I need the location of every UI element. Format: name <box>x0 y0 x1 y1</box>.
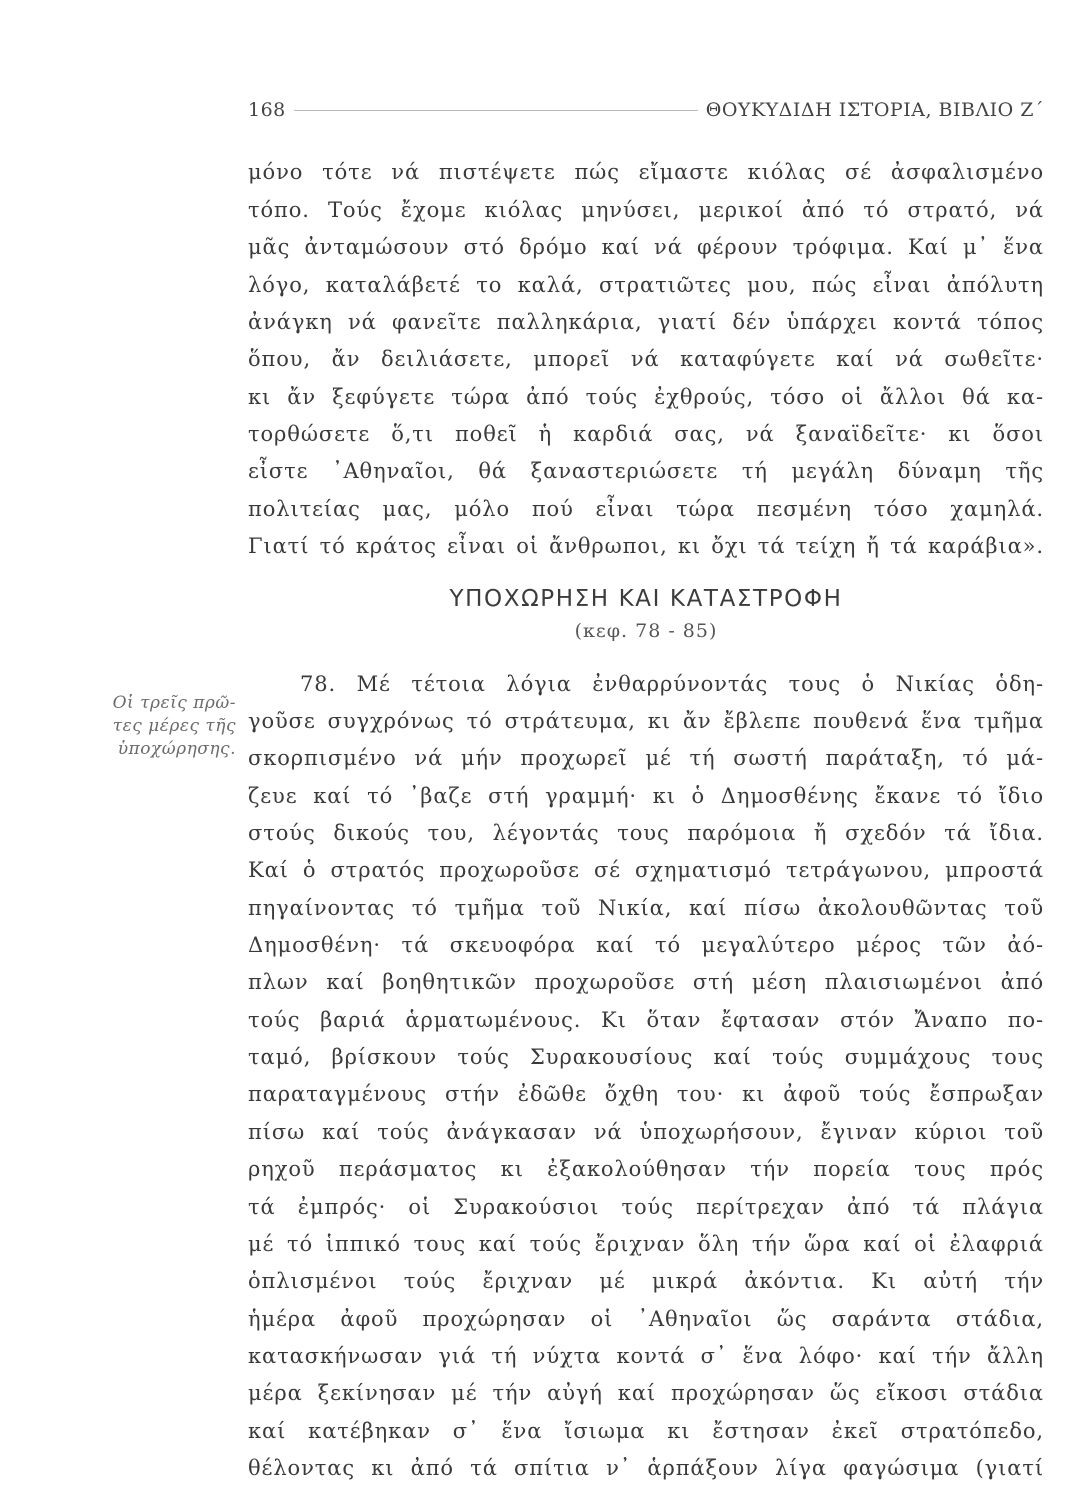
text-line: τά ἐμπρός· οἱ Συρακούσιοι τούς περίτρεχαν ἀπό τά πλάγια <box>248 1195 1044 1219</box>
text-line: μᾶς ἀνταμώσουν στό δρόμο καί νά φέρουν τρόφιμα. Καί μ᾽ ἕνα <box>248 235 1044 259</box>
text-line: πολιτείας μας, μόλο πού εἶναι τώρα πεσμένη τόσο χαμηλά. <box>248 497 1044 521</box>
text-line: πηγαίνοντας τό τμῆμα τοῦ Νικία, καί πίσω ἀκολουθῶντας τοῦ <box>248 896 1044 920</box>
text-line: σκορπισμένο νά μήν προχωρεῖ μέ τή σωστή παράταξη, τό μά- <box>248 746 1044 770</box>
margin-note-line: ὑποχώρησης. <box>117 739 236 759</box>
margin-note-line: τες μέρες τῆς <box>112 716 236 736</box>
text-line: μόνο τότε νά πιστέψετε πώς εἴμαστε κιόλας σέ ἀσφαλισμένο <box>248 160 1044 184</box>
text-line: κι ἄν ξεφύγετε τώρα ἀπό τούς ἐχθρούς, τόσο οἱ ἄλλοι θά κα- <box>248 385 1044 409</box>
text-line: παραταγμένους στήν ἐδῶθε ὄχθη του· κι ἀφοῦ τούς ἔσπρωξαν <box>248 1082 1044 1106</box>
margin-note <box>56 692 236 761</box>
text-line: Δημοσθένη· τά σκευοφόρα καί τό μεγαλύτερο μέρος τῶν ἀό- <box>248 933 1044 957</box>
text-line: στούς δικούς του, λέγοντάς τους παρόμοια ἤ σχεδόν τά ἴδια. <box>248 821 1044 845</box>
text-line: τορθώσετε ὅ,τι ποθεῖ ἡ καρδιά σας, νά ξαναϊδεῖτε· κι ὅσοι <box>248 422 1044 446</box>
text-line: εἶστε ᾿Αθηναῖοι, θά ξαναστεριώσετε τή μεγάλη δύναμη τῆς <box>248 459 1044 483</box>
text-line: ἡμέρα ἀφοῦ προχώρησαν οἱ ᾿Αθηναῖοι ὥς σαράντα στάδια, <box>248 1307 1044 1331</box>
section-subtitle: (κεφ. 78 - 85) <box>574 620 718 642</box>
text-line: ἀνάγκη νά φανεῖτε παλληκάρια, γιατί δέν ὑπάρχει κοντά τόπος <box>248 310 1044 334</box>
text-line: ρηχοῦ περάσματος κι ἐξακολούθησαν τήν πορεία τους πρός <box>248 1157 1044 1181</box>
text-line: κατασκήνωσαν γιά τή νύχτα κοντά σ᾽ ἕνα λόφο· καί τήν ἄλλη <box>248 1344 1044 1368</box>
section-title: ΥΠΟΧΩΡΗΣΗ ΚΑΙ ΚΑΤΑΣΤΡΟΦΗ <box>449 586 843 612</box>
text-line: Γιατί τό κράτος εἶναι οἱ ἄνθρωποι, κι ὄχι τά τείχη ἤ τά καράβια». <box>248 534 1044 558</box>
text-line: ταμό, βρίσκουν τούς Συρακουσίους καί τούς συμμάχους τους <box>248 1045 1044 1069</box>
text-line: μέ τό ἱππικό τους καί τούς ἔριχναν ὅλη τήν ὥρα καί οἱ ἐλαφριά <box>248 1232 1044 1256</box>
text-line: ὁπλισμένοι τούς ἔριχναν μέ μικρά ἀκόντια. Κι αὐτή τήν <box>248 1269 1044 1293</box>
text-line: ζευε καί τό ᾿βαζε στή γραμμή· κι ὁ Δημοσθένης ἔκανε τό ἴδιο <box>248 784 1044 808</box>
text-line: λόγο, καταλάβετέ το καλά, στρατιῶτες μου, πώς εἶναι ἀπόλυτη <box>248 273 1044 297</box>
running-header <box>248 92 1044 128</box>
text-line: τούς βαριά ἁρματωμένους. Κι ὅταν ἔφτασαν στόν Ἄναπο πο- <box>248 1008 1044 1032</box>
text-line: τόπο. Τούς ἔχομε κιόλας μηνύσει, μερικοί ἀπό τό στρατό, νά <box>248 198 1044 222</box>
page-number: 168 <box>248 99 286 121</box>
text-line: καί κατέβηκαν σ᾽ ἕνα ἴσιωμα κι ἔστησαν ἐκεῖ στρατόπεδο, <box>248 1419 1044 1443</box>
header-rule <box>294 110 698 111</box>
text-line: μέρα ξεκίνησαν μέ τήν αὐγή καί προχώρησαν ὥς εἴκοσι στάδια <box>248 1381 1044 1405</box>
text-line: 78. Μέ τέτοια λόγια ἐνθαρρύνοντάς τους ὁ Νικίας ὁδη- <box>300 672 1044 696</box>
margin-note-line: Οἱ τρεῖς πρῶ- <box>112 693 236 713</box>
text-line: θέλοντας κι ἀπό τά σπίτια ν᾽ ἁρπάξουν λίγα φαγώσιμα (γιατί <box>248 1456 1044 1480</box>
text-line: γοῦσε συγχρόνως τό στράτευμα, κι ἄν ἔβλεπε πουθενά ἕνα τμῆμα <box>248 709 1044 733</box>
text-line: πίσω καί τούς ἀνάγκασαν νά ὑποχωρήσουν, ἔγιναν κύριοι τοῦ <box>248 1120 1044 1144</box>
running-title: ΘΟΥΚΥΔΙΔΗ ΙΣΤΟΡΙΑ, ΒΙΒΛΙΟ Ζ΄ <box>705 99 1044 121</box>
text-line: ὅπου, ἄν δειλιάσετε, μπορεῖ νά καταφύγετε καί νά σωθεῖτε· <box>248 347 1044 371</box>
text-line: Καί ὁ στρατός προχωροῦσε σέ σχηματισμό τετράγωνου, μπροστά <box>248 858 1044 882</box>
text-line: πλων καί βοηθητικῶν προχωροῦσε στή μέση πλαισιωμένοι ἀπό <box>248 970 1044 994</box>
